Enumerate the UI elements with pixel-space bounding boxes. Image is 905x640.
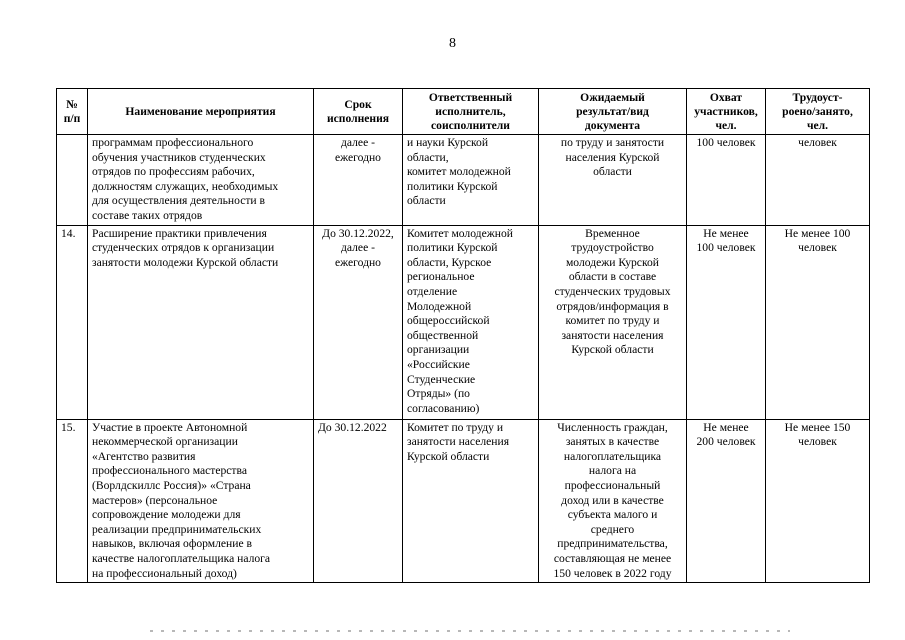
cell-line: занятости молодежи Курской области bbox=[92, 255, 279, 269]
cell-line: программам профессионального bbox=[92, 136, 254, 149]
row-responsible bbox=[403, 419, 539, 583]
table-row bbox=[57, 135, 870, 226]
cell-line: (Ворлдскиллс Россия)» «Страна bbox=[92, 478, 251, 492]
scan-noise-line bbox=[150, 630, 790, 632]
cell-line: человек bbox=[798, 435, 837, 449]
cell-line: профессиональный bbox=[564, 478, 661, 492]
cell-line: занятости населения bbox=[561, 328, 664, 342]
header-num bbox=[57, 89, 88, 135]
cell-line: общественной bbox=[407, 328, 479, 342]
row-result bbox=[539, 135, 687, 226]
cell-line: ежегодно bbox=[335, 150, 381, 164]
cell-line: навыков, включая оформление в bbox=[92, 537, 252, 551]
cell-line: организации bbox=[407, 343, 470, 357]
row-term bbox=[314, 225, 403, 419]
cell-line: Молодежной bbox=[407, 299, 472, 313]
cell-line: 100 человек bbox=[696, 241, 756, 255]
cell-line: обучения участников студенческих bbox=[92, 150, 266, 164]
cell-line: исполнения bbox=[326, 111, 390, 125]
cell-line: отделение bbox=[407, 284, 458, 298]
header-result bbox=[539, 89, 687, 135]
cell-line: исполнитель, bbox=[435, 104, 506, 118]
cell-line: отрядов по профессиям рабочих, bbox=[92, 165, 255, 179]
cell-line: должностям служащих, необходимых bbox=[92, 179, 279, 193]
cell-line: Срок bbox=[344, 97, 372, 111]
cell-line: молодежи Курской bbox=[565, 255, 660, 269]
header-responsible bbox=[403, 89, 539, 135]
cell-line: налога на bbox=[588, 464, 637, 478]
cell-line: Не менее bbox=[703, 420, 749, 434]
cell-line: по труду и занятости bbox=[560, 136, 665, 149]
cell-line: далее - bbox=[341, 136, 375, 149]
row-num bbox=[57, 419, 88, 583]
cell-line: трудоустройство bbox=[571, 241, 654, 255]
row-responsible bbox=[403, 135, 539, 226]
cell-line: ежегодно bbox=[335, 255, 381, 269]
row-name bbox=[88, 225, 314, 419]
cell-line: области, bbox=[407, 150, 449, 164]
cell-line: занятости населения bbox=[407, 435, 510, 449]
cell-line: п/п bbox=[63, 111, 81, 125]
table-row bbox=[57, 225, 870, 419]
cell-line: Студенческие bbox=[407, 372, 476, 386]
cell-line: До 30.12.2022 bbox=[318, 420, 387, 434]
cell-line: области bbox=[407, 194, 446, 208]
cell-line: области в составе bbox=[568, 270, 657, 284]
row-coverage bbox=[687, 225, 766, 419]
header-name bbox=[88, 89, 314, 135]
cell-line: студенческих отрядов к организации bbox=[92, 241, 275, 255]
cell-line: № bbox=[66, 97, 78, 111]
cell-line: Наименование мероприятия bbox=[125, 104, 276, 118]
cell-line: Отряды» (по bbox=[407, 387, 470, 401]
cell-line: Комитет по труду и bbox=[407, 420, 504, 434]
cell-line: Комитет молодежной bbox=[407, 226, 513, 240]
cell-line: 100 человек bbox=[696, 136, 756, 149]
cell-line: некоммерческой организации bbox=[92, 435, 238, 449]
cell-line: участников, bbox=[694, 104, 758, 118]
table-header-row bbox=[57, 89, 870, 135]
cell-line: Участие в проекте Автономной bbox=[92, 420, 248, 434]
row-result bbox=[539, 225, 687, 419]
cell-line: комитет молодежной bbox=[407, 165, 511, 179]
cell-line: Курской области bbox=[571, 343, 654, 357]
cell-line: 15. bbox=[61, 420, 76, 434]
row-coverage bbox=[687, 419, 766, 583]
cell-line: субъекта малого и bbox=[567, 508, 658, 522]
row-num bbox=[57, 135, 88, 226]
cell-line: «Российские bbox=[407, 357, 470, 371]
cell-line: составе таких отрядов bbox=[92, 208, 203, 222]
cell-line: отрядов/информация в bbox=[556, 299, 669, 313]
cell-line: политики Курской bbox=[407, 179, 498, 193]
cell-line: для осуществления деятельности в bbox=[92, 194, 266, 208]
cell-line: результат/вид bbox=[576, 104, 649, 118]
cell-line: роено/занято, bbox=[782, 104, 853, 118]
cell-line: соисполнители bbox=[431, 118, 510, 132]
header-term bbox=[314, 89, 403, 135]
cell-line: мастеров» (персональное bbox=[92, 493, 218, 507]
cell-line: реализации предпринимательских bbox=[92, 522, 262, 536]
cell-line: документа bbox=[584, 118, 641, 132]
cell-line: Расширение практики привлечения bbox=[92, 226, 267, 240]
cell-line: общероссийской bbox=[407, 314, 490, 328]
row-num bbox=[57, 225, 88, 419]
cell-line: человек bbox=[798, 241, 837, 255]
cell-line: области bbox=[593, 165, 632, 179]
cell-line: доход или в качестве bbox=[561, 493, 664, 507]
row-term bbox=[314, 419, 403, 583]
cell-line: занятых в качестве bbox=[565, 435, 660, 449]
cell-line: Трудоуст- bbox=[792, 90, 843, 104]
cell-line: предпринимательства, bbox=[557, 537, 668, 551]
cell-line: Временное bbox=[585, 226, 640, 240]
cell-line: сопровождение молодежи для bbox=[92, 508, 241, 522]
cell-line: Численность граждан, bbox=[557, 420, 668, 434]
cell-line: Не менее 100 bbox=[784, 226, 851, 240]
cell-line: 14. bbox=[61, 226, 76, 240]
row-employed bbox=[766, 135, 870, 226]
cell-line: Не менее 150 bbox=[784, 420, 851, 434]
page-number: 8 bbox=[449, 36, 456, 51]
table-row bbox=[57, 419, 870, 583]
cell-line: среднего bbox=[590, 522, 635, 536]
row-name bbox=[88, 135, 314, 226]
cell-line: профессионального мастерства bbox=[92, 464, 247, 478]
cell-line: налогоплательщика bbox=[563, 449, 662, 463]
cell-line: Охват bbox=[709, 90, 743, 104]
cell-line: комитет по труду и bbox=[565, 314, 660, 328]
row-employed bbox=[766, 419, 870, 583]
row-result bbox=[539, 419, 687, 583]
cell-line: 150 человек в 2022 году bbox=[553, 566, 672, 580]
row-employed bbox=[766, 225, 870, 419]
cell-line: на профессиональный доход) bbox=[92, 566, 237, 580]
cell-line: политики Курской bbox=[407, 241, 498, 255]
cell-line: области, Курское bbox=[407, 255, 492, 269]
cell-line: человек bbox=[798, 136, 837, 149]
cell-line: населения Курской bbox=[565, 150, 660, 164]
cell-line: 200 человек bbox=[696, 435, 756, 449]
cell-line: «Агентство развития bbox=[92, 449, 196, 463]
cell-line: Не менее bbox=[703, 226, 749, 240]
cell-line: чел. bbox=[715, 118, 737, 132]
cell-line: качестве налогоплательщика налога bbox=[92, 551, 271, 565]
header-employed bbox=[766, 89, 870, 135]
cell-line: Ответственный bbox=[428, 90, 513, 104]
header-coverage bbox=[687, 89, 766, 135]
events-table bbox=[56, 88, 870, 583]
row-name bbox=[88, 419, 314, 583]
cell-line: согласованию) bbox=[407, 401, 480, 415]
cell-line: Ожидаемый bbox=[580, 90, 645, 104]
cell-line: студенческих трудовых bbox=[554, 284, 671, 298]
cell-line: чел. bbox=[806, 118, 829, 132]
row-coverage bbox=[687, 135, 766, 226]
cell-line: составляющая не менее bbox=[553, 551, 672, 565]
cell-line: Курской области bbox=[407, 449, 490, 463]
cell-line: До 30.12.2022, bbox=[322, 226, 394, 240]
row-term bbox=[314, 135, 403, 226]
cell-line: далее - bbox=[341, 241, 375, 255]
cell-line: и науки Курской bbox=[407, 136, 489, 149]
cell-line: региональное bbox=[407, 270, 475, 284]
row-responsible bbox=[403, 225, 539, 419]
